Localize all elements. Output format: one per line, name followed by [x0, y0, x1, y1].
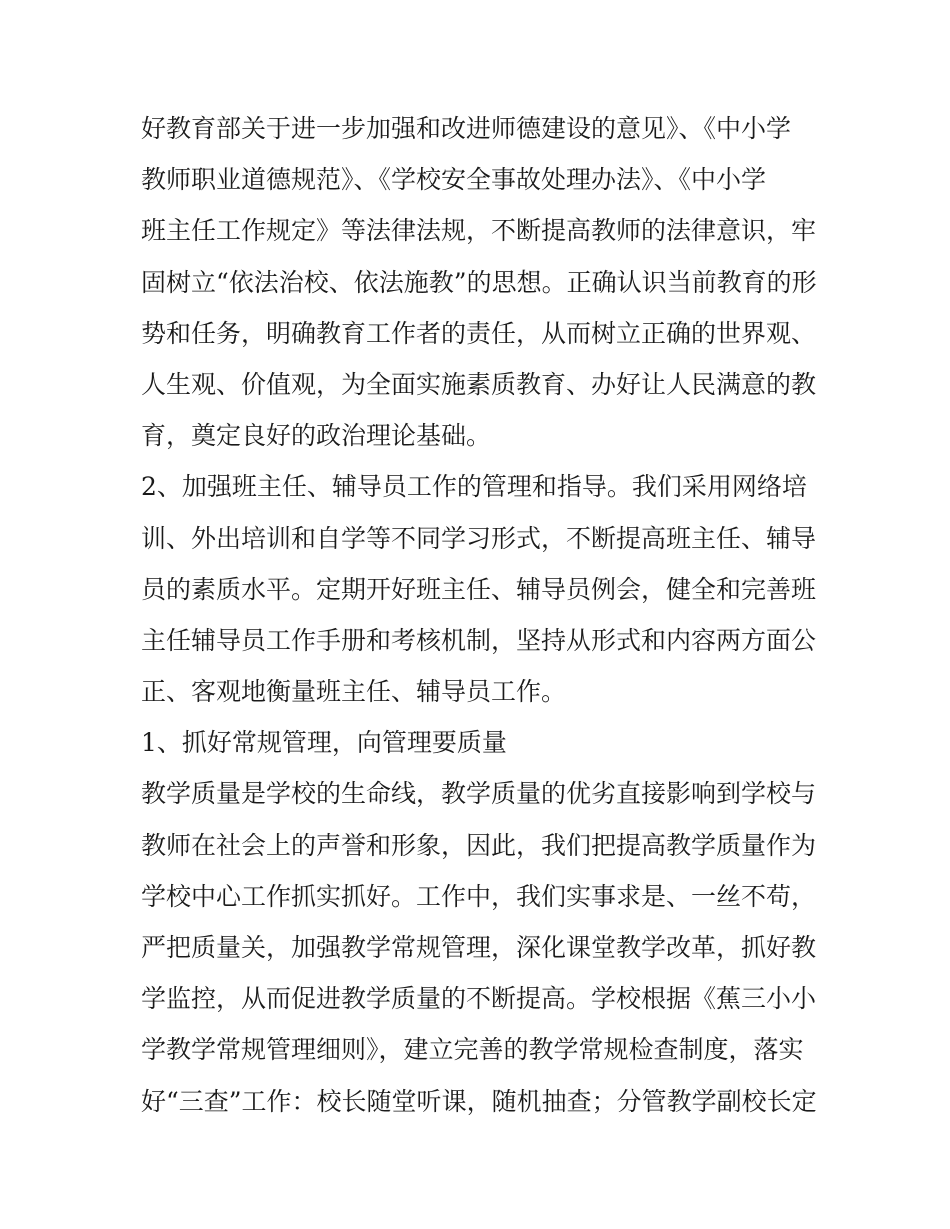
text-line: 势和任务，明确教育工作者的责任，从而树立正确的世界观、 [141, 318, 817, 348]
text-line: 教师在社会上的声誉和形象，因此，我们把提高教学质量作为 [141, 830, 817, 860]
text-line: 1、抓好常规管理，向管理要质量 [141, 728, 507, 758]
text-line: 固树立“依法治校、依法施教”的思想。正确认识当前教育的形 [141, 267, 817, 297]
text-line: 正、客观地衡量班主任、辅导员工作。 [141, 677, 567, 707]
text-line: 2、加强班主任、辅导员工作的管理和指导。我们采用网络培 [141, 472, 807, 502]
text-line: 好教育部关于进一步加强和改进师德建设的意见》、《中小学 [141, 114, 792, 143]
text-line: 育，奠定良好的政治理论基础。 [141, 421, 492, 451]
text-line: 班主任工作规定》等法律法规，不断提高教师的法律意识，牢 [141, 216, 817, 246]
text-line: 学监控，从而促进教学质量的不断提高。学校根据《蕉三小小 [141, 984, 817, 1014]
text-line: 训、外出培训和自学等不同学习形式，不断提高班主任、辅导 [141, 523, 817, 553]
text-line: 员的素质水平。定期开好班主任、辅导员例会，健全和完善班 [141, 574, 817, 604]
text-line: 教师职业道德规范》、《学校安全事故处理办法》、《中小学 [141, 165, 767, 195]
text-line: 人生观、价值观，为全面实施素质教育、办好让人民满意的教 [141, 369, 817, 399]
text-line: 学教学常规管理细则》，建立完善的教学常规检查制度，落实 [141, 1035, 804, 1065]
text-line: 教学质量是学校的生命线，教学质量的优劣直接影响到学校与 [141, 779, 817, 809]
text-line: 严把质量关，加强教学常规管理，深化课堂教学改革，抓好教 [141, 933, 817, 962]
document-body [141, 103, 821, 1127]
text-line: 主任辅导员工作手册和考核机制，坚持从形式和内容两方面公 [141, 625, 817, 655]
text-line: 好“三查”工作：校长随堂听课，随机抽查；分管教学副校长定 [141, 1086, 817, 1116]
text-line: 学校中心工作抓实抓好。工作中，我们实事求是、一丝不苟， [141, 881, 817, 911]
